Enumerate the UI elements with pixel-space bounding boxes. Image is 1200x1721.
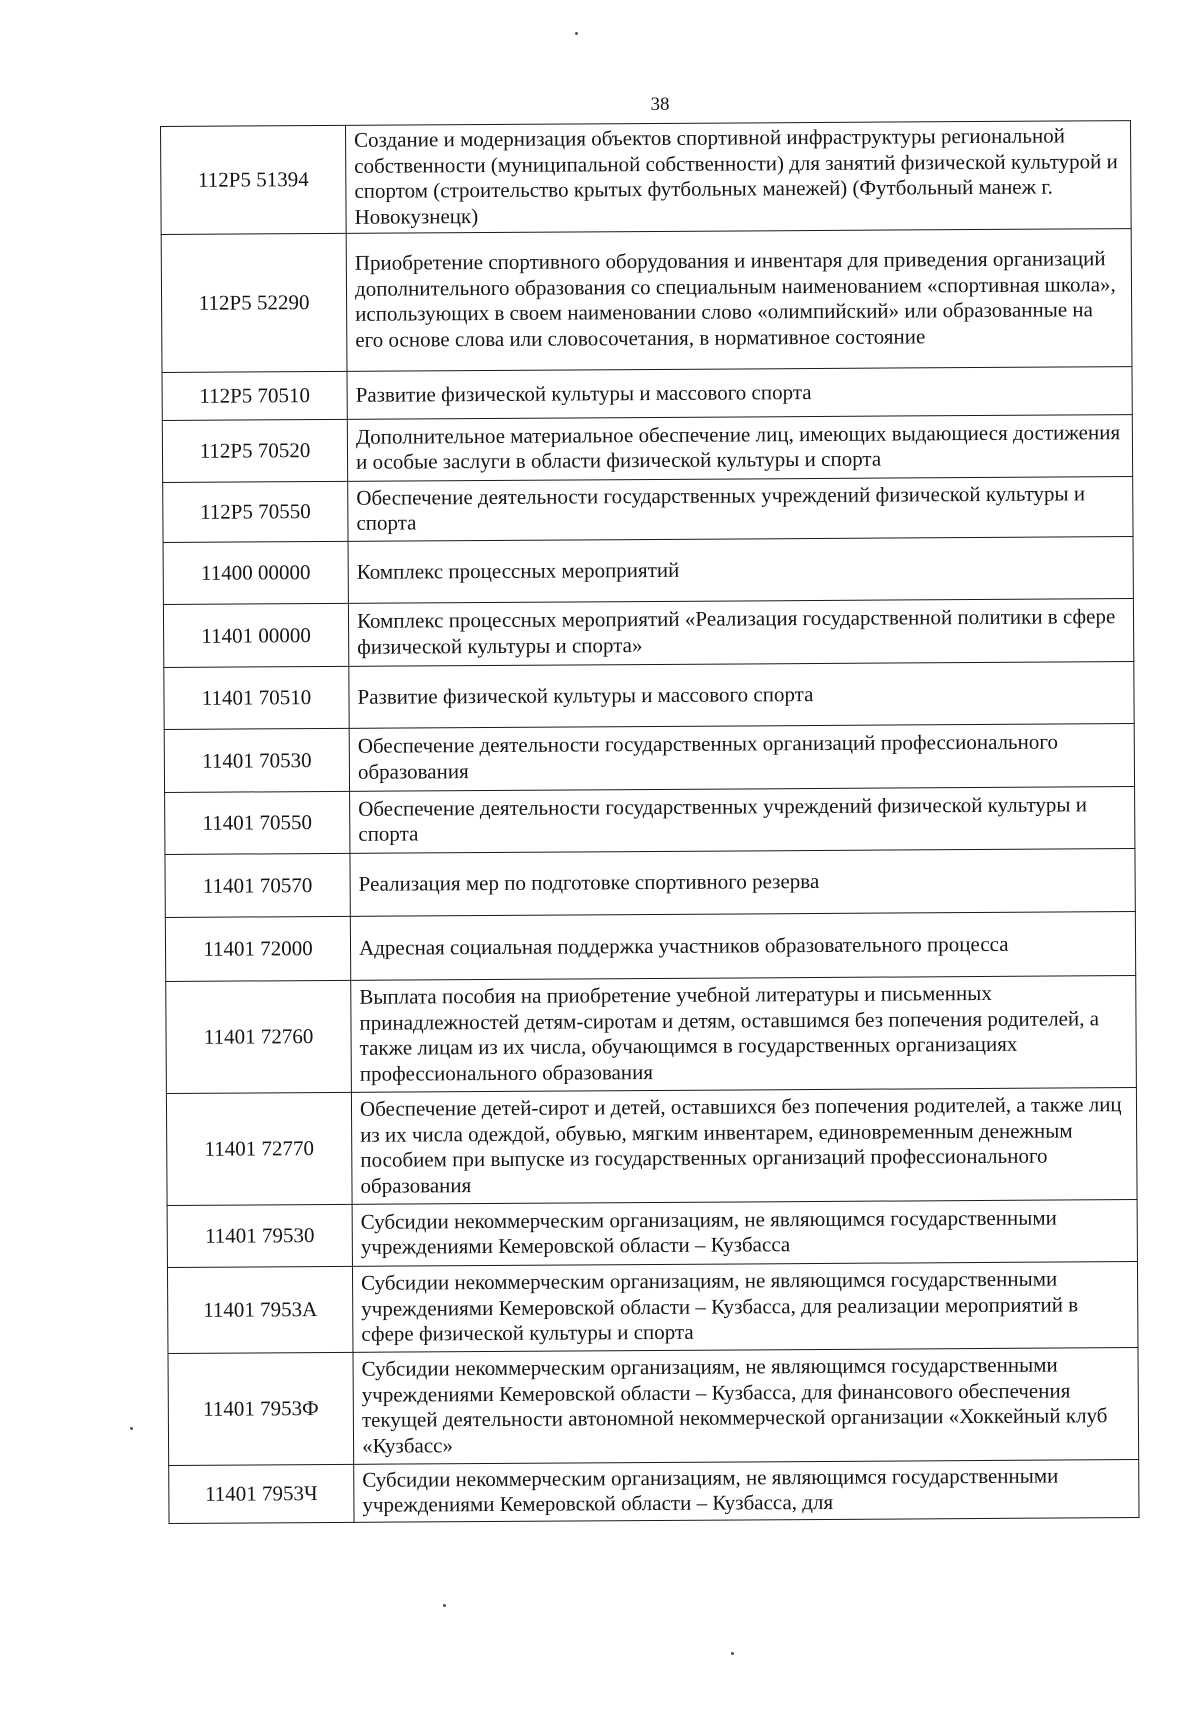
- description-cell: Субсидии некоммерческим организациям, не являющимся государственными учреждениями Кемеровской области – Кузбасса, для реализации мероприятий в сфере физической культуры и спорта: [352, 1262, 1138, 1353]
- code-cell: 112P5 70520: [162, 420, 347, 483]
- table-row: [169, 1460, 1139, 1524]
- description-cell: Комплекс процессных мероприятий «Реализация государственной политики в сфере физической культуры и спорта»: [348, 599, 1133, 667]
- table-row: [163, 599, 1133, 668]
- description-cell: Развитие физической культуры и массового спорта: [349, 662, 1134, 729]
- code-cell: 11401 70510: [164, 667, 349, 730]
- code-cell: 11401 72000: [165, 917, 350, 982]
- table-row: [167, 1262, 1138, 1354]
- budget-code-table: [160, 120, 1140, 1524]
- description-cell: Субсидии некоммерческим организациям, не являющимся государственными учреждениями Кемеровской области – Кузбасса, для: [354, 1460, 1139, 1523]
- description-cell: Адресная социальная поддержка участников образовательного процесса: [350, 912, 1135, 981]
- scan-speck: [575, 32, 578, 35]
- code-cell: 11401 79530: [167, 1205, 352, 1268]
- scan-speck: [443, 1604, 446, 1607]
- description-cell: Создание и модернизация объектов спортивной инфраструктуры региональной собственности (муниципальной собственности) для занятий физической культурой и спортом (строительство крытых футбольных манежей) (Футбольный манеж г. Новокузнецк): [345, 121, 1131, 234]
- code-cell: 11401 70550: [165, 792, 350, 855]
- description-cell: Субсидии некоммерческим организациям, не являющимся государственными учреждениями Кемеровской области – Кузбасса, для финансового обеспечения текущей деятельности автономной некоммерческой организации «Хоккейный клуб «Кузбасс»: [353, 1348, 1139, 1465]
- table-row: [161, 229, 1132, 373]
- table-row: [161, 121, 1132, 235]
- code-cell: 11401 7953Ч: [169, 1465, 354, 1524]
- code-cell: 11400 00000: [163, 542, 348, 605]
- code-cell: 11401 72760: [166, 981, 352, 1094]
- table-row: [165, 849, 1135, 918]
- description-cell: Приобретение спортивного оборудования и инвентаря для приведения организаций дополнительного образования со специальным наименованием «спортивная школа», использующих в своем наименовании слово «олимпийский» или образованные на его основе слова или словосочетания, в нормативное состояние: [346, 229, 1132, 372]
- code-cell: 11401 00000: [163, 604, 348, 668]
- code-cell: 11401 7953Ф: [168, 1353, 354, 1466]
- table-row: [168, 1348, 1139, 1466]
- description-cell: Обеспечение деятельности государственных учреждений физической культуры и спорта: [348, 477, 1133, 542]
- description-cell: Развитие физической культуры и массового спорта: [347, 367, 1132, 420]
- table-row: [162, 367, 1132, 421]
- description-cell: Комплекс процессных мероприятий: [348, 537, 1133, 604]
- code-cell: 112P5 70510: [162, 372, 347, 421]
- description-cell: Выплата пособия на приобретение учебной литературы и письменных принадлежностей детям-сиротам и детям, оставшимся без попечения родителей, а также лицам из их числа, обучающимся в государственных организациях профессионального образования: [351, 976, 1137, 1093]
- code-cell: 11401 70530: [164, 729, 349, 793]
- code-cell: 11401 7953А: [167, 1267, 353, 1354]
- code-cell: 11401 70570: [165, 854, 350, 918]
- description-cell: Дополнительное материальное обеспечение лиц, имеющих выдающиеся достижения и особые заслуги в области физической культуры и спорта: [347, 415, 1132, 482]
- table-row: [164, 662, 1134, 730]
- table-row: [165, 912, 1135, 982]
- page-number: 38: [650, 94, 670, 115]
- table-row: [162, 415, 1132, 483]
- table-row: [167, 1200, 1137, 1268]
- description-cell: Обеспечение деятельности государственных организаций профессионального образования: [349, 724, 1134, 792]
- code-cell: 11401 72770: [166, 1093, 352, 1206]
- table-row: [164, 724, 1134, 793]
- description-cell: Реализация мер по подготовке спортивного резерва: [350, 849, 1135, 917]
- table-row: [163, 477, 1133, 543]
- code-cell: 112P5 52290: [161, 234, 347, 373]
- description-cell: Обеспечение детей-сирот и детей, оставшихся без попечения родителей, а также лиц из их числа одеждой, обувью, мягким инвентарем, единовременным денежным пособием при выпуске из государственных организаций профессионального образования: [351, 1088, 1137, 1205]
- scan-speck: [130, 1427, 133, 1430]
- table-row: [166, 976, 1137, 1094]
- code-cell: 112P5 51394: [161, 125, 347, 235]
- table-row: [165, 787, 1135, 855]
- table-row: [166, 1088, 1137, 1206]
- description-cell: Обеспечение деятельности государственных учреждений физической культуры и спорта: [350, 787, 1135, 854]
- code-cell: 112P5 70550: [163, 482, 348, 543]
- scan-speck: [731, 1652, 734, 1655]
- table-row: [163, 537, 1133, 605]
- description-cell: Субсидии некоммерческим организациям, не являющимся государственными учреждениями Кемеровской области – Кузбасса: [352, 1200, 1137, 1267]
